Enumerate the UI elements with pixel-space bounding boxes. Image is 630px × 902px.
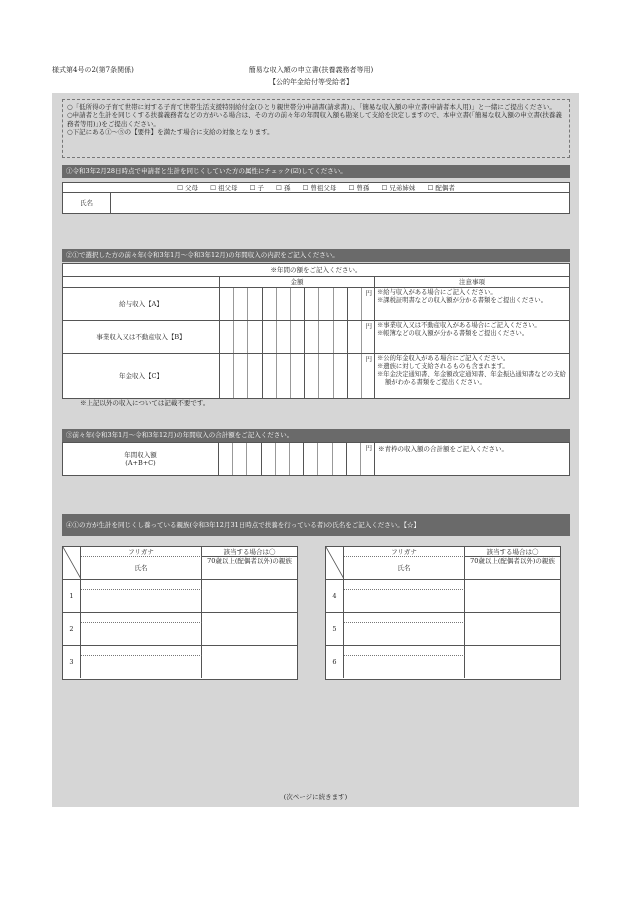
section4-heading: ④①の方が生計を同じくし養っている親族(令和3年12月31日時点で扶養を行っている者)の氏名をご記入ください。【☆】 (62, 514, 570, 536)
check-field[interactable] (202, 580, 297, 612)
diagonal-line (326, 547, 344, 579)
amount-digit-field[interactable] (220, 354, 375, 398)
amount-digit-field[interactable] (220, 321, 375, 353)
row-number: 3 (63, 646, 81, 678)
checkbox-great-grandparents[interactable]: ☐ 曾祖父母 (302, 184, 337, 192)
checkbox-siblings[interactable]: ☐ 兄弟姉妹 (381, 184, 416, 192)
relation-checkbox-row (62, 182, 570, 193)
continued-notice: (次ページに続きます) (283, 793, 348, 801)
check-header: 該当する場合は〇 (465, 547, 560, 557)
income-row-notes: ※給与収入がある場合にご記入ください。 ※課税証明書などの収入額が分かる書類をご提出ください。 (377, 289, 548, 304)
name-header: 氏名 (344, 557, 465, 579)
row-number: 6 (326, 646, 344, 678)
income-row-label: 給与収入【A】 (63, 288, 220, 320)
instructions-box (62, 99, 570, 158)
furigana-field[interactable] (81, 580, 202, 590)
name-field[interactable] (81, 590, 202, 612)
yen-unit: 円 (365, 289, 372, 297)
check-field[interactable] (465, 580, 560, 612)
total-income-row (62, 442, 570, 476)
furigana-field[interactable] (344, 646, 465, 656)
row-number: 2 (63, 613, 81, 645)
name-field[interactable] (81, 656, 202, 678)
furigana-field[interactable] (81, 613, 202, 623)
section2-heading: ②①で選択した方の前々年(令和3年1月〜令和3年12月)の年間収入の内訳をご記入ください。 (62, 249, 570, 262)
checkbox-great-grandchild[interactable]: ☐ 曾孫 (348, 184, 370, 192)
amount-digit-field[interactable] (220, 288, 375, 320)
income-table-subheading: ※年間の額をご記入ください。 (63, 264, 569, 277)
dependent-row (326, 580, 560, 613)
dependents-table-header (63, 547, 297, 580)
furigana-field[interactable] (344, 580, 465, 590)
income-row-notes: ※公的年金収入がある場合にご記入ください。 ※遺族に対して支給されるものも含まれます。 ※年金決定通知書、年金額改定通知書、年金振込通知書などの支給額がわかる書類をご提出ください。 (377, 355, 566, 386)
income-row-label: 事業収入又は不動産収入【B】 (63, 321, 220, 353)
total-amount-digit-field[interactable] (218, 442, 375, 476)
income-row-notes: ※事業収入又は不動産収入がある場合にご記入ください。 ※帳簿などの収入額が分かる書類をご提出ください。 (377, 322, 541, 337)
income-footnote: ※上記以外の収入については記載不要です。 (80, 399, 210, 407)
check-field[interactable] (202, 646, 297, 678)
checkbox-spouse[interactable]: ☐ 配偶者 (427, 184, 455, 192)
checkbox-parents[interactable]: ☐ 父母 (177, 184, 198, 192)
instruction-line: ○下記にある①〜⑤の【要件】を満たす場合に支給の対象となります。 (67, 128, 274, 137)
document-subtitle: 【公的年金給付等受給者】 (269, 78, 353, 86)
checkbox-child[interactable]: ☐ 子 (249, 184, 264, 192)
form-number: 様式第4号の2(第7条関係) (52, 66, 134, 74)
furigana-header: フリガナ (81, 547, 202, 557)
check-field[interactable] (202, 613, 297, 645)
row-number: 1 (63, 580, 81, 612)
income-breakdown-table (62, 263, 570, 399)
yen-unit: 円 (365, 444, 372, 452)
dependents-table-left (62, 546, 298, 680)
dependent-row (63, 646, 297, 679)
income-row-business (63, 321, 569, 354)
check-field[interactable] (465, 613, 560, 645)
dependent-row (63, 580, 297, 613)
document-title: 簡易な収入額の申立書(扶養義務者等用) (248, 66, 374, 74)
section3-heading: ③前々年(令和3年1月〜令和3年12月)の年間収入の合計額をご記入ください。 (62, 429, 570, 442)
checkbox-grandparents[interactable]: ☐ 祖父母 (210, 184, 238, 192)
total-income-note: ※青枠の収入額の合計額をご記入ください。 (374, 442, 570, 476)
instruction-line: ○申請者と生計を同じくする扶養義務者などの方がいる場合は、その方の前々年の年間収入額も勘案して支給を決定しますので、本申立書(「簡易な収入額の申立書(扶養義務者等用)」)をご提出ください。 (67, 111, 562, 128)
name-field[interactable] (344, 623, 465, 645)
dependent-row (63, 613, 297, 646)
yen-unit: 円 (365, 322, 372, 330)
row-number: 4 (326, 580, 344, 612)
section1-heading: ①令和3年2月28日時点で申請者と生計を同じくしていた方の属性にチェック(☑)してください。 (62, 165, 570, 178)
furigana-header: フリガナ (344, 547, 465, 557)
dependents-table-right (325, 546, 561, 680)
age70-header: 70歳以上(配偶者以外)の親族 (470, 557, 555, 565)
document-header (52, 66, 570, 96)
furigana-field[interactable] (344, 613, 465, 623)
name-field[interactable] (344, 590, 465, 612)
name-field[interactable] (81, 623, 202, 645)
age70-header: 70歳以上(配偶者以外)の親族 (207, 557, 292, 565)
row-number: 5 (326, 613, 344, 645)
name-header: 氏名 (81, 557, 202, 579)
name-label: 氏名 (63, 193, 111, 213)
check-header: 該当する場合は〇 (202, 547, 297, 557)
notes-column-header: 注意事項 (459, 278, 485, 286)
checkbox-grandchild[interactable]: ☐ 孫 (276, 184, 291, 192)
income-row-label: 年金収入【C】 (63, 354, 220, 398)
name-field[interactable] (344, 656, 465, 678)
check-field[interactable] (465, 646, 560, 678)
name-field-row[interactable] (62, 193, 570, 214)
income-row-pension (63, 354, 569, 398)
total-income-label: 年間収入額 (A+B+C) (62, 442, 219, 476)
amount-column-header: 金額 (220, 277, 375, 287)
form-panel (52, 93, 579, 807)
income-table-columns (63, 277, 569, 288)
dependent-row (326, 613, 560, 646)
dependent-row (326, 646, 560, 679)
diagonal-line (63, 547, 81, 579)
yen-unit: 円 (365, 355, 372, 363)
furigana-field[interactable] (81, 646, 202, 656)
income-row-salary (63, 288, 569, 321)
instruction-line: ○「低所得の子育て世帯に対する子育て世帯生活支援特別給付金(ひとり親世帯分)申請書(請求書)」、「簡易な収入額の申立書(申請者本人用)」と一緒にご提出ください。 (67, 103, 556, 111)
dependents-table-header (326, 547, 560, 580)
